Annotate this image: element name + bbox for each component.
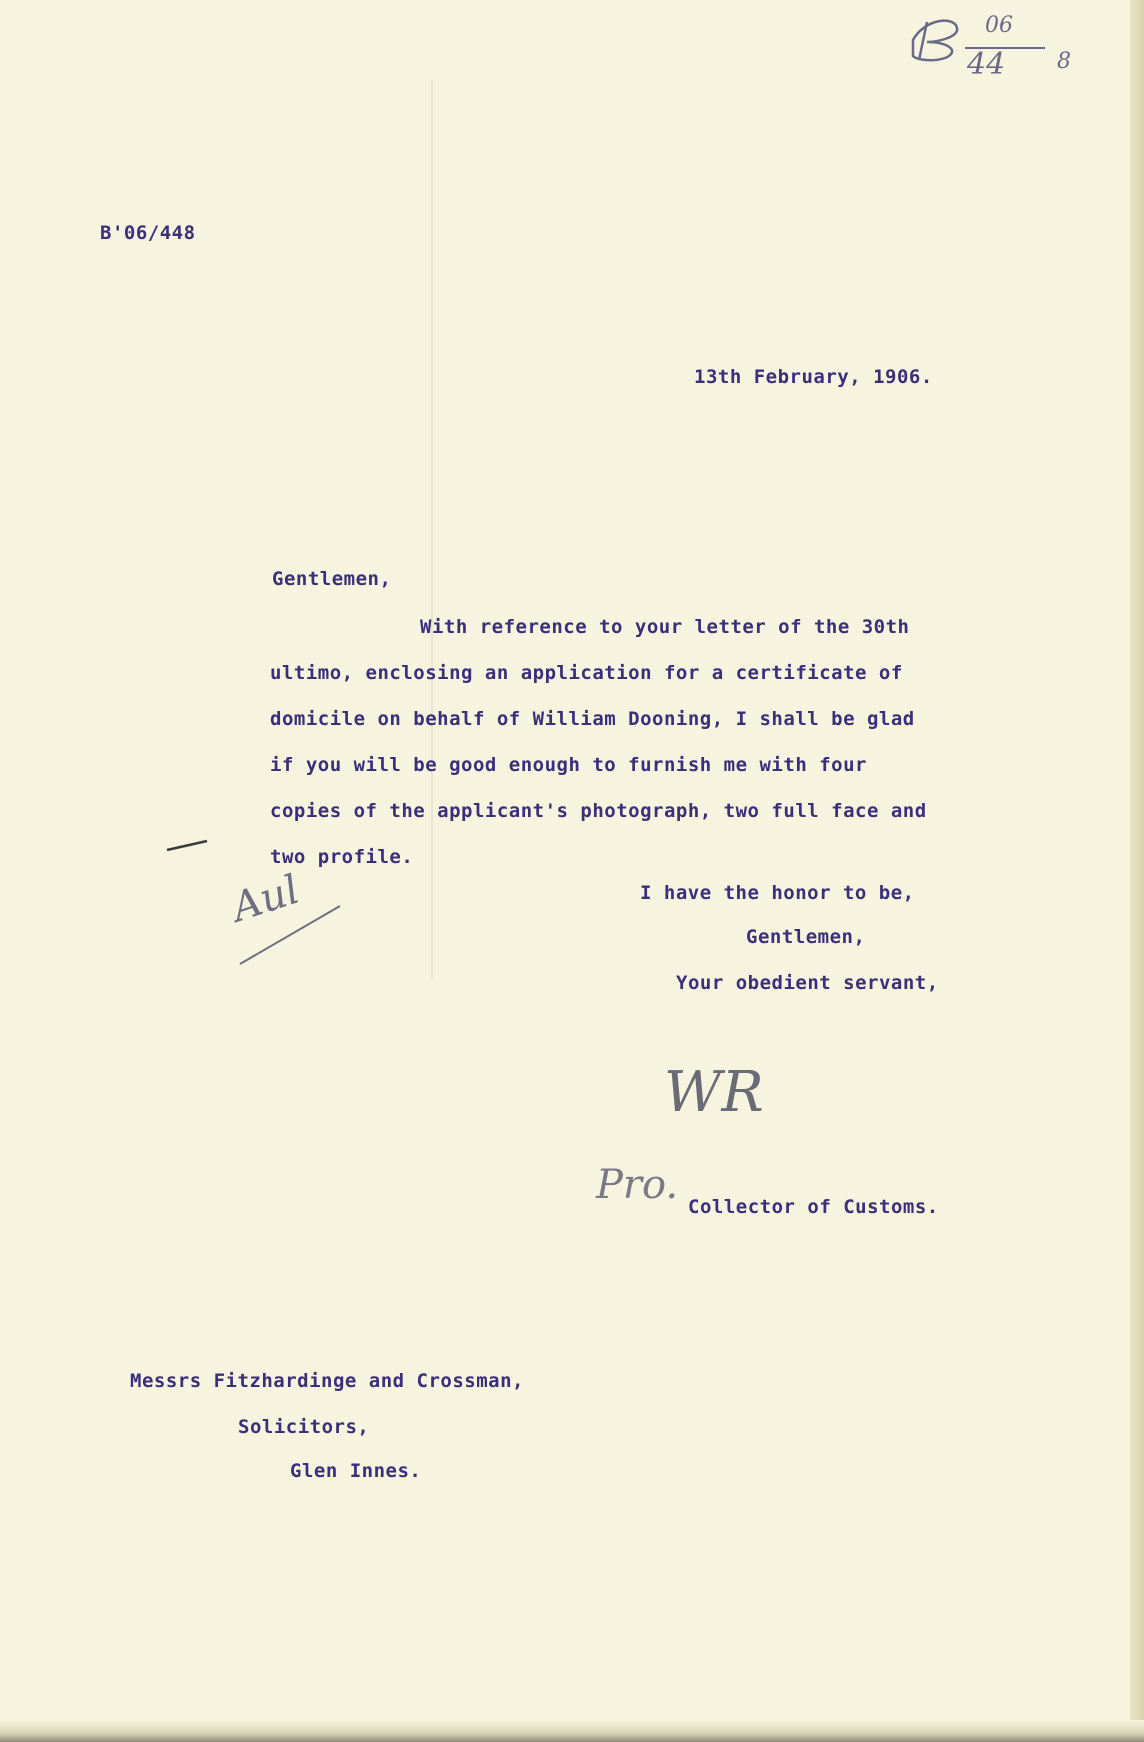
file-annotation-mark	[905, 8, 1095, 78]
margin-initials-stroke-mark	[236, 900, 346, 970]
margin-initials: Aul	[226, 866, 305, 932]
body-line: copies of the applicant's photograph, two full face and	[270, 800, 927, 822]
addressee-name: Messrs Fitzhardinge and Crossman,	[130, 1370, 524, 1392]
body-line: if you will be good enough to furnish me with four	[270, 754, 867, 776]
salutation: Gentlemen,	[272, 568, 392, 590]
svg-text:8: 8	[1057, 49, 1071, 74]
paper-edge-right	[1130, 0, 1144, 1742]
paper-edge-bottom	[0, 1720, 1144, 1742]
svg-text:06: 06	[985, 13, 1013, 38]
body-line: ultimo, enclosing an application for a certificate of	[270, 662, 903, 684]
svg-text:44: 44	[967, 47, 1006, 78]
letter-date: 13th February, 1906.	[694, 366, 933, 388]
margin-tick	[165, 838, 209, 854]
body-line: domicile on behalf of William Dooning, I shall be glad	[270, 708, 915, 730]
letter-body	[270, 604, 927, 880]
body-line: With reference to your letter of the 30th	[420, 616, 910, 638]
file-annotation	[905, 8, 1095, 78]
body-line: two profile.	[270, 846, 414, 868]
margin-initials-stroke	[236, 900, 346, 970]
closing-line: I have the honor to be,	[640, 882, 915, 904]
signature-prefix: Pro.	[596, 1162, 679, 1208]
addressee-role: Solicitors,	[238, 1416, 370, 1438]
closing-line: Your obedient servant,	[676, 972, 939, 994]
closing-line: Gentlemen,	[746, 926, 866, 948]
signature-initials: WR	[664, 1060, 764, 1125]
addressee-location: Glen Innes.	[290, 1460, 422, 1482]
margin-tick-mark	[165, 838, 209, 854]
signature-title: Collector of Customs.	[688, 1196, 939, 1218]
reference-number: B'06/448	[100, 222, 196, 244]
